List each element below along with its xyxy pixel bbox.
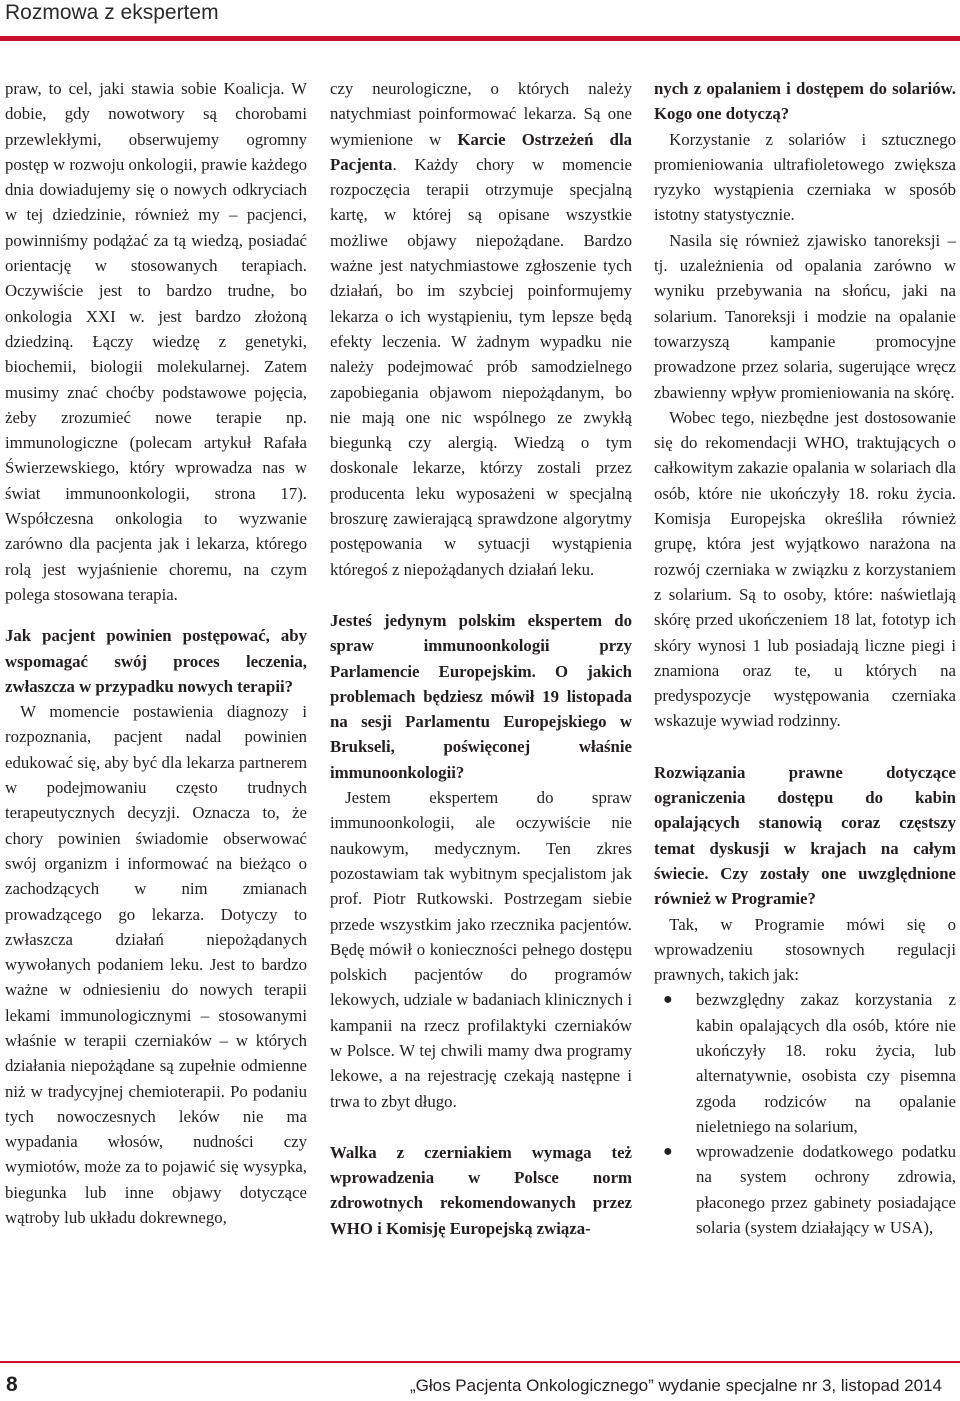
interview-question: Jak pacjent powinien postępować, aby wspomagać swój proces leczenia, zwłaszcza w przypadku nowych terapii? [5, 626, 307, 696]
paragraph: praw, to cel, jaki stawia sobie Koalicja. W dobie, gdy nowotwory są chorobami przewlekłymi, obserwujemy ogromny postęp w rozwoju onkologii, prawie każdego dnia dowiadujemy się o nowych odkryciach w tej dziedzinie, również my – pacjenci, powinniśmy podążać za tą wiedzą, posiadać orientację w stosowanych terapiach. Oczywiście jest to bardzo trudne, bo onkologia XXI w. jest bardzo złożoną dziedziną. Łączy wiedzę z genetyki, biochemii, biologii molekularnej. Zatem musimy znać choćby podstawowe pojęcia, żeby zrozumieć nowe terapie np. immunologiczne (polecam artykuł Rafała Świerzewskiego, który wprowadza nas w świat immunoonkologii, strona 17). Współczesna onkologia to wyzwanie zarówno dla pacjenta jak i lekarza, którego rolą jest wyjaśnienie choremu, na czym polega stosowana terapia. [5, 79, 307, 604]
list-item-text: wprowadzenie dodatkowego podatku na system ochrony zdrowia, płaconego przez gabinety posiadające solaria (system działający w USA), [696, 1142, 956, 1238]
column-3 [654, 76, 956, 1240]
paragraph [330, 76, 632, 582]
paragraph: Korzystanie z solariów i sztucznego promieniowania ultrafioletowego zwiększa ryzyko wystąpienia czerniaka w sposób istotny statystycznie. [654, 129, 956, 225]
paragraph: W momencie postawienia diagnozy i rozpoznania, pacjent nadal powinien edukować się, aby być dla lekarza partnerem w podejmowaniu często trudnych terapeutycznych decyzji. Oznacza to, że chory powinien świadomie obserwować swój organizm i informować na bieżąco o zachodzących w nim zmianach prowadzącego go lekarza. Dotyczy to zwłaszcza działań niepożądanych wywołanych podaniem leku. Jest to bardzo ważne w odniesieniu do nowych terapii lekami immunologicznymi – stosowanymi właśnie w terapii czerniaków – w których działania niepożądane są zupełnie odmienne niż w tradycyjnej chemioterapii. Po podaniu tych nowoczesnych leków nie ma wypadania włosów, nudności czy wymiotów, może za to pojawić się wysypka, biegunka lub inne objawy dotyczące wątroby lub układu dokrewnego, [5, 702, 307, 1228]
footer-rule [0, 1361, 960, 1363]
column-2 [330, 76, 632, 1241]
interview-question: Rozwiązania prawne dotyczące ograniczenia dostępu do kabin opalających stanowią coraz częstszy temat dyskusji w krajach na całym świecie. Czy zostały one uwzględnione również w Programie? [654, 762, 956, 909]
paragraph: Jestem ekspertem do spraw immunoonkologii, ale oczywiście nie naukowym, medycznym. Ten zkres pozostawiam tak wybitnym specjalistom jak prof. Piotr Rutkowski. Postrzegam siebie przede wszystkim jako rzecznika pacjentów. Będę mówił o konieczności pełnego dostępu polskich pacjentów do programów lekowych, udziale w badaniach klinicznych i kampanii na rzecz profilaktyki czerniaków w Polsce. W tej chwili mamy dwa programy lekowe, a na rejestrację czekają następne i trwa to zbyt długo. [330, 788, 632, 1111]
paragraph-text: czy neurologiczne, o których należy natychmiast poinformować lekarza. Są one wymienione w [330, 79, 632, 149]
publication-footer: „Głos Pacjenta Onkologicznego” wydanie specjalne nr 3, listopad 2014 [409, 1376, 942, 1395]
paragraph-text: . Każdy chory w momencie rozpoczęcia terapii otrzymuje specjalną kartę, w której są opisane wszystkie możliwe objawy niepożądane. Bardzo ważne jest natychmiastowe zgłoszenie tych działań, bo im szybciej poinformujemy lekarza o ich wystąpieniu, tym lepsze będą efekty leczenia. W żadnym wypadku nie należy podejmować prób samodzielnego zapobiegania objawom niepożądanym, bo nie mają one nic wspólnego ze zwykłą biegunką czy alergią. Wiedzą o tym doskonale lekarze, którzy zostali przez producenta leku wyposażeni w specjalną broszurę zawierającą sprawdzone algorytmy postępowania w sytuacji wystąpienia któregoś z niepożądanych działań leku. [330, 154, 632, 579]
paragraph: Nasila się również zjawisko tanoreksji – tj. uzależnienia od opalania zarówno w wyniku przebywania na słońcu, jaki na solarium. Tanoreksji i modzie na opalanie towarzyszą kampanie promocyjne prowadzone przez solaria, sugerujące wręcz zbawienny wpływ promieniowania na skórę. [654, 230, 956, 402]
list-item-text: bezwzględny zakaz korzystania z kabin opalających dla osób, które nie ukończyły 18. roku życia, lub alternatywnie, osobista czy pisemna zgoda rodziców na opalanie nieletniego na solarium, [696, 990, 956, 1136]
interview-question: Jesteś jedynym polskim ekspertem do spraw immunoonkologii przy Parlamencie Europejskim. O jakich problemach będziesz mówił 19 listopada na sesji Parlamentu Europejskiego w Brukseli, poświęconej właśnie immunoonkologii? [330, 610, 632, 782]
bullet-list [654, 987, 956, 1240]
section-label: Rozmowa z ekspertem [5, 1, 219, 24]
interview-question: Walka z czerniakiem wymaga też wprowadzenia w Polsce norm zdrowotnych rekomendowanych przez WHO i Komisję Europejską związa- [330, 1142, 632, 1238]
paragraph: Tak, w Programie mówi się o wprowadzeniu stosownych regulacji prawnych, takich jak: [654, 914, 956, 985]
paragraph: Wobec tego, niezbędne jest dostosowanie się do rekomendacji WHO, traktujących o całkowitym zakazie opalania w solariach dla osób, które nie ukończyły 18. roku życia. Komisja Europejska określiła również grupę, która jest wyjątkowo narażona na rozwój czerniaka w związku z korzystaniem z solarium. Są to osoby, które: naświetlają skórę przed ukończeniem 18 lat, fototyp ich skóry wynosi 1 lub posiadają liczne piegi i znamiona oraz te, u których na predyspozycje występowania czerniaka wskazuje wywiad rodzinny. [654, 407, 956, 731]
card-name: Karcie Ostrzeżeń dla Pacjenta [330, 129, 633, 174]
list-item [654, 987, 956, 1139]
page-number: 8 [6, 1373, 18, 1396]
bullet-icon: ● [663, 991, 673, 1009]
list-item [654, 1139, 956, 1240]
bullet-icon: ● [663, 1143, 673, 1161]
column-1 [5, 76, 307, 1230]
header-rule [0, 36, 960, 41]
interview-question-continued: nych z opalaniem i dostępem do solariów. Kogo one dotyczą? [654, 79, 956, 124]
